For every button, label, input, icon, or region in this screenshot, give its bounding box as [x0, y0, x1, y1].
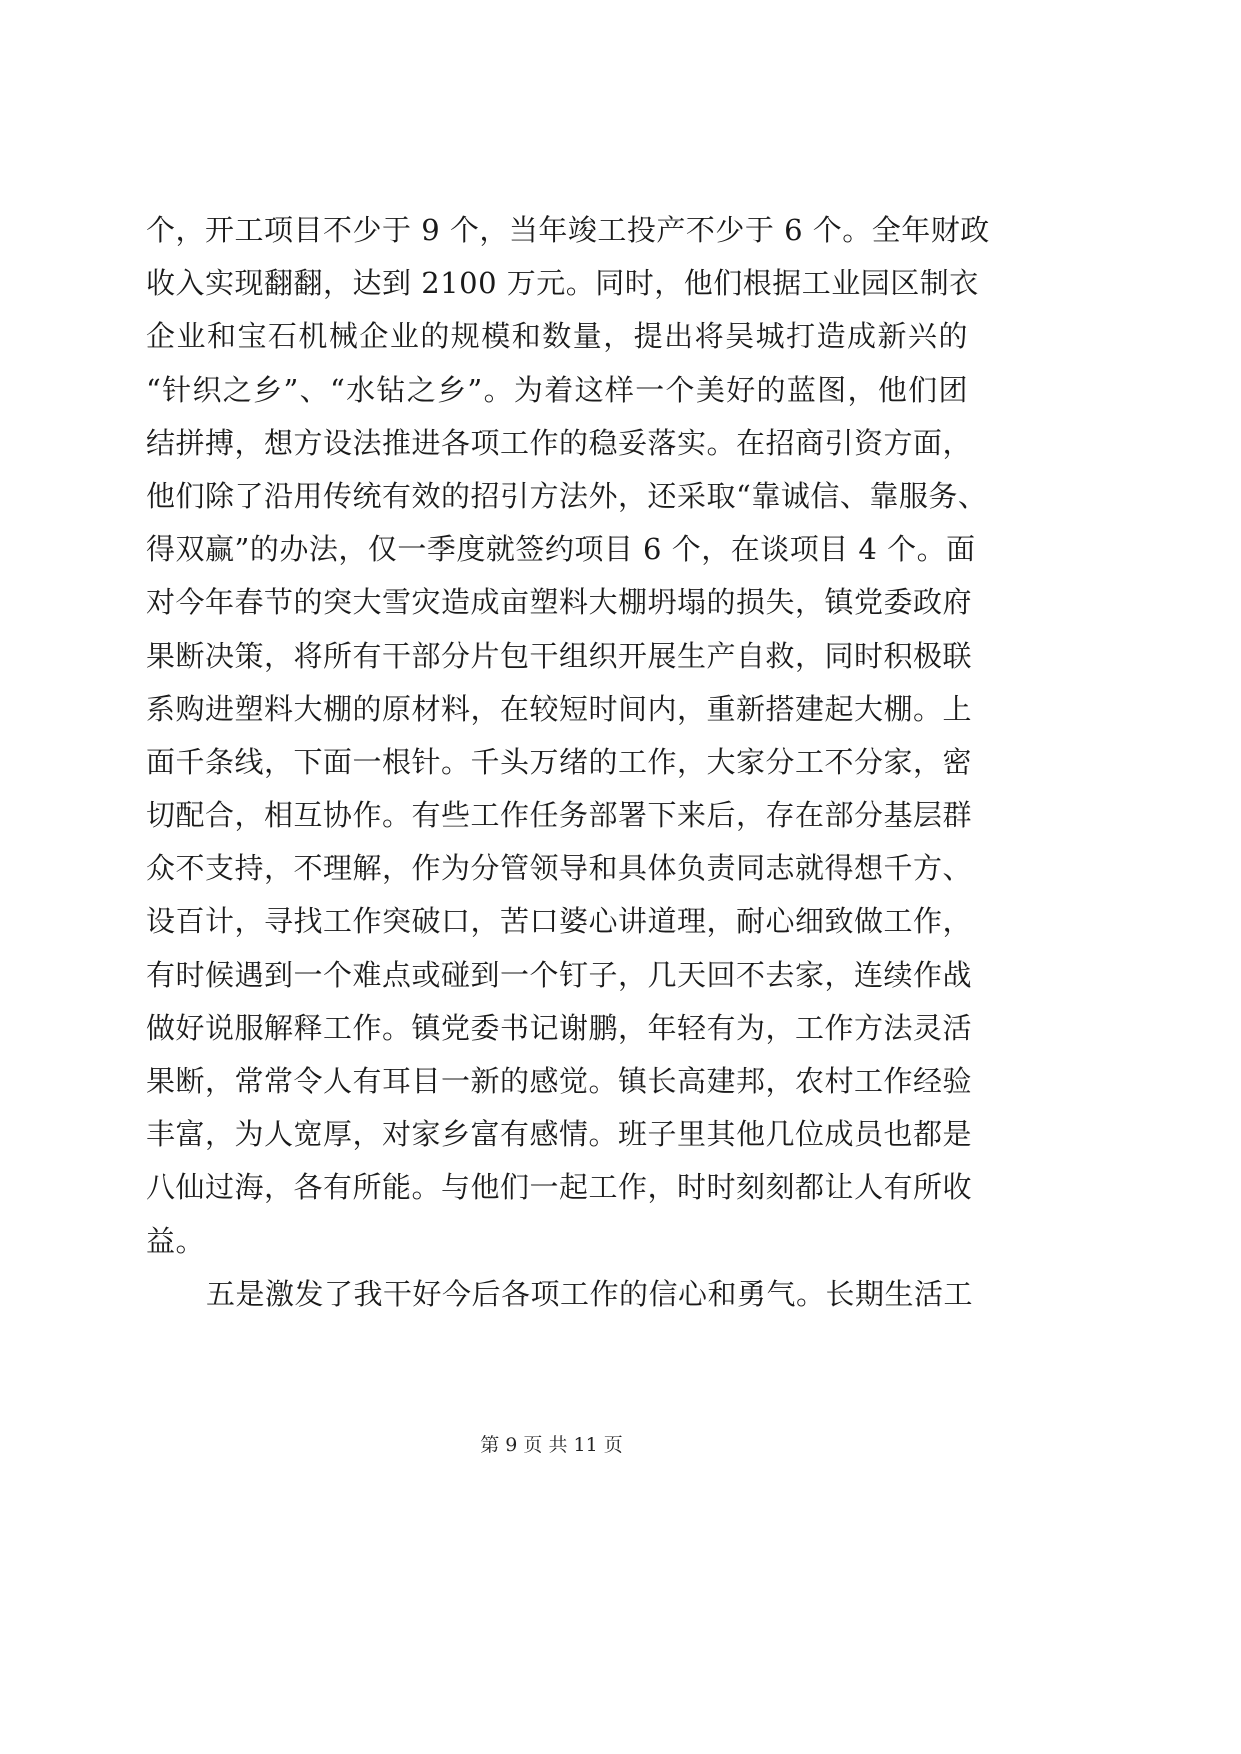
text-line: 设百计，寻找工作突破口，苦口婆心讲道理，耐心细致做工作， [146, 904, 973, 939]
text-line: 益。 [146, 1223, 206, 1258]
text-line: 切配合，相互协作。有些工作任务部署下来后，存在部分基层群 [146, 798, 973, 833]
text-line: 得双赢”的办法，仅一季度就签约项目 6 个，在谈项目 4 个。面 [146, 532, 976, 567]
text-line: 结拼搏，想方设法推进各项工作的稳妥落实。在招商引资方面， [146, 425, 973, 460]
paragraph-start-line: 五是激发了我干好今后各项工作的信心和勇气。长期生活工 [206, 1276, 974, 1311]
text-line: 个，开工项目不少于 9 个，当年竣工投产不少于 6 个。全年财政 [146, 213, 990, 247]
text-line: 众不支持，不理解，作为分管领导和具体负责同志就得想千方、 [146, 851, 973, 886]
text-line: 八仙过海，各有所能。与他们一起工作，时时刻刻都让人有所收 [146, 1170, 973, 1205]
text-line: 做好说服解释工作。镇党委书记谢鹏，年轻有为，工作方法灵活 [146, 1010, 973, 1045]
text-line: 系购进塑料大棚的原材料，在较短时间内，重新搭建起大棚。上 [146, 691, 973, 726]
text-line: 面千条线，下面一根针。千头万绪的工作，大家分工不分家，密 [146, 744, 973, 779]
text-line: 收入实现翻翻，达到 2100 万元。同时，他们根据工业园区制衣 [146, 266, 979, 301]
text-line: 对今年春节的突大雪灾造成亩塑料大棚坍塌的损失，镇党委政府 [146, 585, 973, 620]
body-text [146, 204, 990, 1321]
text-line: 他们除了沿用传统有效的招引方法外，还采取“靠诚信、靠服务、 [146, 478, 988, 513]
text-line: 企业和宝石机械企业的规模和数量，提出将吴城打造成新兴的 [146, 319, 968, 354]
text-line: 丰富，为人宽厚，对家乡富有感情。班子里其他几位成员也都是 [146, 1117, 973, 1152]
text-line: 有时候遇到一个难点或碰到一个钉子，几天回不去家，连续作战 [146, 957, 973, 992]
page-number-footer: 第 9 页 共 11 页 [480, 1434, 623, 1456]
text-line: 果断决策，将所有干部分片包干组织开展生产自救，同时积极联 [146, 638, 973, 673]
text-line: 果断，常常令人有耳目一新的感觉。镇长高建邦，农村工作经验 [146, 1064, 973, 1098]
text-line: “针织之乡”、“水钻之乡”。为着这样一个美好的蓝图，他们团 [146, 372, 968, 407]
